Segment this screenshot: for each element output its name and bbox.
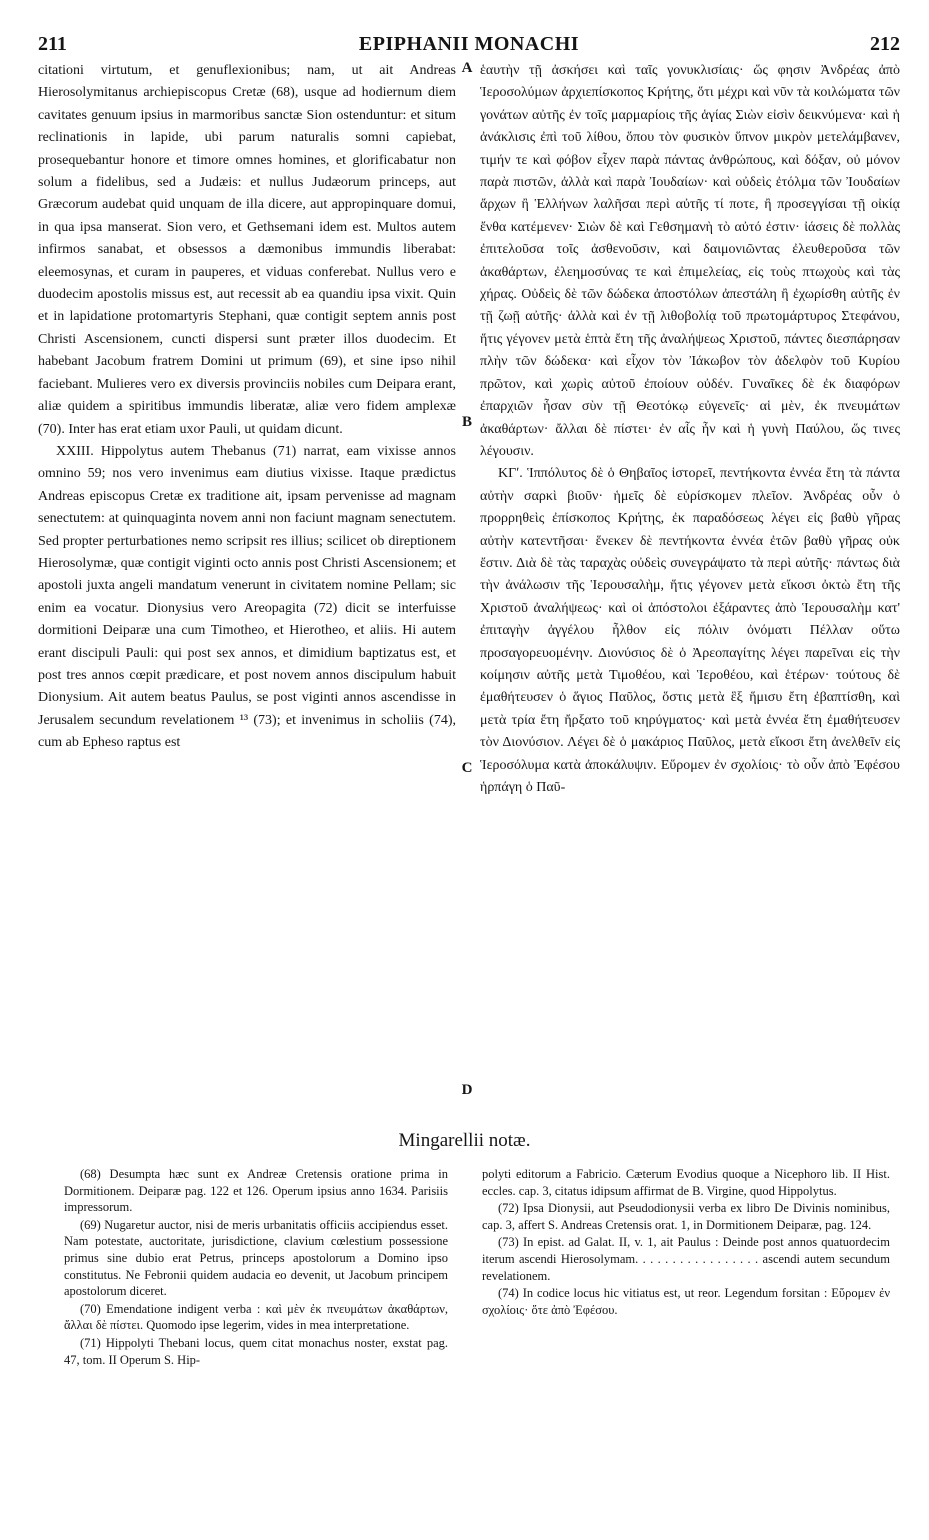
page-number-right: 212 [870, 33, 900, 55]
greek-paragraph: ἑαυτὴν τῇ ἀσκήσει καὶ ταῖς γονυκλισίαις· ὥς φησιν Ἀνδρέας ἀπὸ Ἱεροσολύμων ἀρχιεπίσκοπος Κρήτης, ὅτι μέχρι καὶ νῦν τὰ κοιλώματα τῶν γονάτων αὐτῆς ἐν τοῖς μαρμαρίοις τῆς ἁγίας Σιὼν εἰσὶν δεικνύμενα· καὶ ἡ ἀνάκλισις ἐπὶ τοῦ λίθου, ὅπου τὸν φυσικὸν ὕπνον μικρὸν μετελάμβανεν, τιμήν τε καὶ φόβον εἶχεν παρὰ πάντας ἀνθρώπους, καὶ δόξαν, οὐ μόνον παρὰ πιστῶν, ἀλλὰ καὶ παρὰ Ἰουδαίων· καὶ οὐδεὶς ἐτόλμα τῶν Ἰουδαίων ἄρχων ἢ Ἑλλήνων λαλῆσαι περὶ αὐτῆς τί ποτε, ἢ προσεγγίσαι τῇ οἰκίᾳ ἔνθα κατέμενεν· Σιὼν δὲ καὶ Γεθσημανὴ τὸ αὐτό ἐστιν· ἰάσεις δὲ πολλὰς ἐπιτελοῦσα τοῖς ἀσθενοῦσιν, καὶ δαιμονιῶντας ἐλευθεροῦσα τῶν ἀκαθάρτων, ἐλεημοσύνας τε καὶ ἐπιμελείας, εἰς τοὺς πτωχοὺς καὶ τὰς χήρας. Οὐδεὶς δὲ τῶν δώδεκα ἀποστόλων ἀπεστάλη ἢ ἐχωρίσθη αὐτῆς ἐν τῇ ζωῇ αὐτῆς· ἀλλὰ καὶ ἐν τῇ λιθοβολίᾳ τοῦ πρωτομάρτυρος Στεφάνου, ἥτις γέγονεν μετὰ ἑπτὰ ἔτη τῆς ἀναλήψεως Χριστοῦ, πάντες διεσπάρησαν πλὴν τῶν δώδεκα· καὶ εἶχον τὸν Ἰάκωβον τὸν ἀδελφὸν τοῦ Κυρίου πρῶτον, καὶ χωρὶς αὐτοῦ ἐποίουν οὐδέν. Γυναῖκες δὲ ἐκ διαφόρων ἐπαρχιῶν ἦσαν σὺν τῇ Θεοτόκῳ εὐγενεῖς· αἱ μὲν, ἐκ πνευμάτων ἀκαθάρτων· ἄλλαι δὲ πίστει· ἐν αἷς ἦν καὶ ἡ γυνὴ Παύλου, ὥς τινες λέγουσιν. [480, 63, 900, 459]
latin-paragraph: XXIII. Hippolytus autem Thebanus (71) narrat, eam vixisse annos omnino 59; nos vero invenimus eam diutius vixisse. Itaque prædictus Andreas episcopus Cretæ ex traditione ait, ipsam pervenisse ad magnam senectutem: at quinquaginta novem anni non faciunt magnam senectutem. Sed propter perturbationes nemo scripsit res illius; scilicet ob direptionem Hierosolymæ, quæ contigit viginti octo annis post Christi Ascensionem; et apostoli juxta angeli mandatum venerunt in civitatem nomine Pellam; sic enim ea vocatur. Dionysius vero Areopagita (72) dicit se interfuisse dormitioni Deiparæ una cum Timotheo, et Hierotheo, et aliis. Hi autem erant discipuli Pauli: qui post sex annos, et dimidium baptizatus est, et post tres annos cœpit prædicare, et post novem annos discipulum habuit Dionysium. Ait autem beatus Paulus, se post viginti annos ascendisse in Jerusalem secundum revelationem ¹³ (73); et invenimus in scholiis (74), cum ab Epheso raptus est [38, 443, 456, 751]
page-header [38, 30, 900, 58]
notes-left-column [64, 1166, 448, 1526]
footnote: (73) In epist. ad Galat. II, v. 1, ait Paulus : Deinde post annos quatuordecim iterum ascendi Hierosolymam. . . . . . . . . . . . . . . . . ascendi autem secundum revelationem. [482, 1235, 890, 1283]
running-title: EPIPHANII MONACHI [358, 33, 580, 55]
page-number-left: 211 [38, 33, 67, 55]
footnote: (70) Emendatione indigent verba : καὶ μὲν ἐκ πνευμάτων ἀκαθάρτων, ἄλλαι δὲ πίστει. Quomodo ipse legerim, vides in mea interpretatione. [64, 1301, 448, 1333]
section-marker-d: D [461, 1082, 473, 1098]
section-marker-a: A [461, 60, 473, 76]
greek-column [480, 60, 900, 1105]
notes-right-column [482, 1166, 890, 1526]
footnote: (68) Desumpta hæc sunt ex Andreæ Cretensis oratione prima in Dormitionem. Deiparæ pag. 122 et 126. Operum ipsius anno 1634. Parisiis impressorum. [64, 1167, 448, 1215]
footnote: (69) Nugaretur auctor, nisi de meris urbanitatis officiis accipiendus esset. Nam potestate, auctoritate, jurisdictione, clavium cœlestium possessione primus sine dubio erat Petrus, princeps apostolorum a Domino ipso constitutus. Ne Febronii quidem audacia eo devenit, ut Jacobum principem apostolorum diceret. [64, 1217, 448, 1299]
footnote: (74) In codice locus hic vitiatus est, ut reor. Legendum forsitan : Εὕρομεν ἐν σχολίοις· ὅτε ἀπὸ Ἐφέσου. [482, 1286, 890, 1317]
greek-paragraph: ΚΓʹ. Ἱππόλυτος δὲ ὁ Θηβαῖος ἱστορεῖ, πεντήκοντα ἐννέα ἔτη τὰ πάντα αὐτὴν σαρκὶ βιοῦν· ἡμεῖς δὲ εὑρίσκομεν πλεῖον. Ἀνδρέας οὖν ὁ προρρηθεὶς ἐπίσκοπος Κρήτης, ἐκ παραδόσεως λέγει εἰς βαθὺ γῆρας αὐτὴν κατεντῆσαι· ἕνεκεν δὲ πεντήκοντα ἐννέα ἐτῶν βαθὺ γῆρας οὐκ ἔστιν. Διὰ δὲ τὰς ταραχὰς οὐδεὶς συνεγράψατο τὰ περὶ αὐτῆς· πάντως διὰ τὴν ἀνάλωσιν τῆς Ἱερουσαλὴμ, ἥτις γέγονεν μετὰ εἴκοσι ὀκτὼ ἔτη τῆς Χριστοῦ ἀναλήψεως· καὶ οἱ ἀπόστολοι ἐξάραντες ἀπὸ Ἱερουσαλὴμ κατ' ἐπιταγὴν ἀγγέλου ἦλθον εἰς πόλιν ὀνόματι Πέλλαν οὕτω προσαγορευομένην. Διονύσιος δὲ ὁ Ἀρεοπαγίτης λέγει παρεῖναι εἰς τὴν κοίμησιν αὐτῆς μετὰ Τιμοθέου, καὶ Ἱεροθέου, καὶ ἑτέρων· τούτους δὲ ἐμαθήτευσεν ὁ ἅγιος Παῦλος, ὅστις μετὰ ἓξ ἥμισυ ἔτη ἐβαπτίσθη, καὶ μετὰ τρία ἔτη ἤρξατο τοῦ κηρύγματος· καὶ μετὰ ἐννέα ἔτη ἐμαθήτευσεν τὸν Διονύσιον. Λέγει δὲ ὁ μακάριος Παῦλος, μετὰ εἴκοσι ἔτη ἀνελθεῖν εἰς Ἱεροσόλυμα κατὰ ἀποκάλυψιν. Εὕρομεν ἐν σχολίοις· τὸ οὖν ἀπὸ Ἐφέσου ἡρπάγη ὁ Παῦ- [480, 466, 900, 795]
notes-heading: Mingarellii notæ. [398, 1130, 531, 1151]
footnote: (71) Hippolyti Thebani locus, quem citat monachus noster, exstat pag. 47, tom. II Operum S. Hip- [64, 1335, 448, 1367]
footnote: polyti editorum a Fabricio. Cæterum Evodius quoque a Nicephoro lib. II Hist. eccles. cap. 3, citatus idipsum affirmat de B. Virgine, quod Hippolytus. [482, 1167, 890, 1198]
latin-column [38, 60, 456, 1105]
section-marker-b: B [461, 414, 472, 430]
section-marker-c: C [461, 760, 473, 776]
footnote: (72) Ipsa Dionysii, aut Pseudodionysii verba ex libro De Divinis nominibus, cap. 3, affert S. Andreas Cretensis orat. 1, in Dormitionem Deiparæ, pag. 124. [482, 1201, 890, 1232]
latin-paragraph: citationi virtutum, et genuflexionibus; nam, ut ait Andreas Hierosolymitanus archiepiscopus Cretæ (68), usque ad hodiernum diem cavitates genuum ipsius in marmoribus sanctæ Sion ostenduntur: et situm reclinationis in lapide, ubi parum naturalis somni capiebat, prosequebantur honore et timore omnes homines, et glorificabatur non solum a fidelibus, sed a Judæis: et nullus Judæorum princeps, aut Græcorum audebat quid unquam de illa dicere, aut appropinquare domui, in qua ipsa manserat. Sion vero, et Gethsemani idem est. Multos autem infirmos sanabat, et obsessos a dæmonibus immundis liberabat: eleemosynas, et curam in pauperes, et viduas conferebat. Nullus vero e duodecim apostolis missus est, aut recessit ab ea quandiu ipsa vixit. Quin et in lapidatione protomartyris Stephani, quæ contigit septem annis post Christi Ascensionem, cuncti dispersi sunt præter illos duodecim. Et habebant Jacobum fratrem Domini ut primum (69), et sine ipso nihil faciebant. Mulieres vero ex diversis provinciis nobiles cum Deipara erant, aliæ quidem a spiritibus immundis liberatæ, aliæ vero fidem amplexæ (70). Inter has erat etiam uxor Pauli, ut quidam dicunt. [38, 63, 456, 437]
